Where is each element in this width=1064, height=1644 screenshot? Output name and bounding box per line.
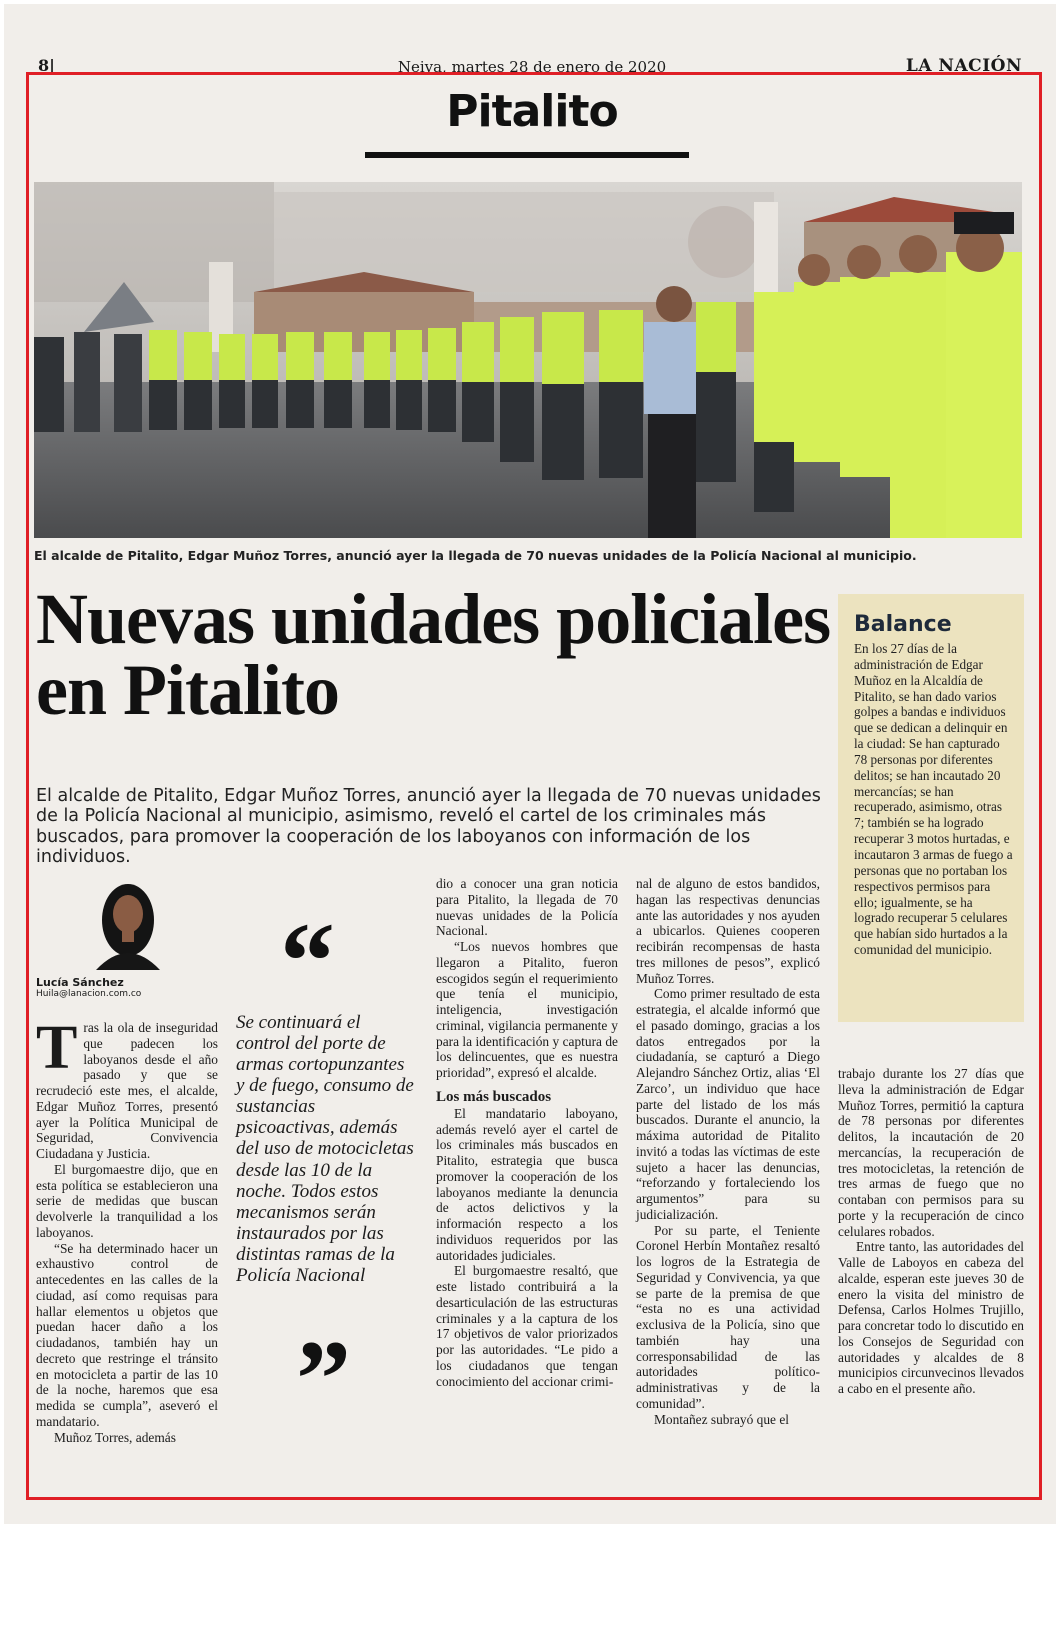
- paragraph: Montañez subrayó que el: [654, 1411, 789, 1427]
- masthead-logo: LA NACIÓN: [905, 56, 1022, 76]
- paragraph: ras la ola de inseguridad que padecen los laboyanos desde el año pasado y que se recrudeció este mes, el alcalde, Edgar Muñoz Torres, presentó ayer la Política Municipal de Seguridad, Convivencia Ciudadana y Justicia.: [36, 1020, 218, 1161]
- article-column-5: [838, 1066, 1024, 1397]
- sidebar-text: En los 27 días de la administración de Edgar Muñoz en la Alcaldía de Pitalito, se han dado varios golpes a bandas e individuos que se dedican a delinquir en la ciudad: Se han capturado 78 personas por diferentes delitos; se han incautado 20 mercancías; se han recuperado, asimismo, otras 7; también se ha logrado recuperar 3 motos hurtadas, e incautaron 3 armas de fuego a personas que no portaban los respectivos permisos para ello; igualmente, se ha logrado recuperar 5 celulares que habían sido hurtados a la comunidad del municipio.: [854, 641, 1013, 958]
- paragraph: Entre tanto, las autoridades del Valle de Laboyos en cabeza del alcalde, esperan este jueves 30 de enero la visita del ministro de Defensa, Carlos Holmes Trujillo, para concretar todo lo discutido en los Consejos de Seguridad con autoridades y alcaldes de 8 municipios circunvecinos llevados a cabo en el presente año.: [838, 1239, 1024, 1396]
- paragraph: “Se ha determinado hacer un exhaustivo control de antecedentes en las calles de la ciudad, así como requisas para hallar elementos u objetos que puedan hacer daño a los ciudadanos, también hay un decreto que restringe el tránsito en motocicleta a partir de las 10 de la noche, haremos que esa medida se cumpla”, aseveró el mandatario.: [36, 1240, 218, 1429]
- pull-quote: Se continuará el control del porte de armas cortopunzantes y de fuego, consumo de sustancias psicoactivas, además del uso de motocicletas desde las 10 de la noche. Todos estos mecanismos serán instaurados por las distintas ramas de la Policía Nacional: [236, 1012, 414, 1286]
- author-name: Lucía Sánchez: [36, 976, 124, 989]
- paragraph: Como primer resultado de esta estrategia, el alcalde informó que el pasado domingo, gracias a los datos entregados por la ciudadanía, se capturó a Diego Alejandro Sánchez Ortiz, alias ‘El Zarco’, un individuo que hace parte del listado de los más buscados. Durante el anuncio, la máxima autoridad de Pitalito invitó a todas las víctimas de este sujeto a hacer las denuncias, “reforzando y fortaleciendo los argumentos” para su judicialización.: [636, 986, 820, 1222]
- paragraph: El burgomaestre resaltó, que este listado contribuirá a la desarticulación de las estructuras criminales y a la captura de los 17 objetivos de valor priorizados por las autoridades. “Le pido a los ciudadanos que tengan conocimiento del accionar crimi-: [436, 1263, 618, 1389]
- headline: Nuevas unidades policiales en Pitalito: [36, 579, 831, 730]
- main-photo: [34, 182, 1022, 538]
- paragraph: Muñoz Torres, además: [54, 1429, 176, 1445]
- lede: El alcalde de Pitalito, Edgar Muñoz Torres, anunció ayer la llegada de 70 nuevas unidades de la Policía Nacional al municipio, asimismo, reveló el cartel de los criminales más buscados, para promover la cooperación de los laboyanos con información de los individuos.: [36, 786, 821, 867]
- author-avatar: [88, 880, 168, 970]
- page-number: 8|: [38, 56, 55, 75]
- sidebar-title: Balance: [854, 612, 952, 637]
- balance-sidebar: [838, 594, 1024, 1022]
- paragraph: El mandatario laboyano, además reveló ayer el cartel de los criminales más buscados en Pitalito, estrategia que busca promover la cooperación de los laboyanos mediante la denuncia de actos delictivos y la información respecto a los individuos requeridos por las autoridades judiciales.: [436, 1105, 618, 1263]
- subheading: Los más buscados: [436, 1088, 552, 1105]
- section-divider: [365, 152, 689, 158]
- drop-cap: T: [36, 1014, 78, 1082]
- paragraph: El burgomaestre dijo, que en esta política se establecieron una serie de medidas que buscan devolverle la tranquilidad a los laboyanos.: [36, 1161, 218, 1240]
- quote-close-mark: ”: [296, 1318, 351, 1440]
- paragraph: Por su parte, el Teniente Coronel Herbín Montañez resaltó los logros de la Estrategia de Seguridad y Convivencia, ya que se parte de la premisa de que “esta no es una actividad exclusiva de la Policía, sino que también hay una corresponsabilidad de las autoridades político-administrativas y de la comunidad”.: [636, 1222, 820, 1411]
- article-column-4: [636, 876, 820, 1427]
- photo-caption: El alcalde de Pitalito, Edgar Muñoz Torres, anunció ayer la llegada de 70 nuevas unidades de la Policía Nacional al municipio.: [34, 548, 917, 563]
- paragraph: “Los nuevos hombres que llegaron a Pitalito, fueron escogidos según el requerimiento que tenía el municipio, inteligencia, investigación criminal, vigilancia permanente y para la identificación y captura de los delincuentes, que es nuestra prioridad”, expresó el alcalde.: [436, 939, 618, 1080]
- paragraph: dio a conocer una gran noticia para Pitalito, la llegada de 70 nuevas unidades de la Policía Nacional.: [436, 876, 618, 939]
- quote-open-mark: “: [280, 900, 335, 1022]
- author-email: Huila@lanacion.com.co: [36, 989, 142, 999]
- article-column-1: [36, 1014, 218, 1445]
- paragraph: nal de alguno de estos bandidos, hagan las respectivas denuncias ante las autoridades y nos ayuden a ubicarlos. Quienes cooperen recibirán recompensas de hasta tres millones de pesos”, explicó Muñoz Torres.: [636, 876, 820, 986]
- article-column-3: [436, 876, 618, 1389]
- section-title: Pitalito: [446, 86, 618, 137]
- dateline: Neiva, martes 28 de enero de 2020: [397, 58, 667, 76]
- paragraph: trabajo durante los 27 días que lleva la administración de Edgar Muñoz Torres, permitió la captura de 78 personas por diferentes delitos, la incautación de 20 mercancías, la recuperación de tres motocicletas, la retención de tres armas de fuego que no contaban con permisos para su porte y la recuperación de cinco celulares robados.: [838, 1066, 1024, 1239]
